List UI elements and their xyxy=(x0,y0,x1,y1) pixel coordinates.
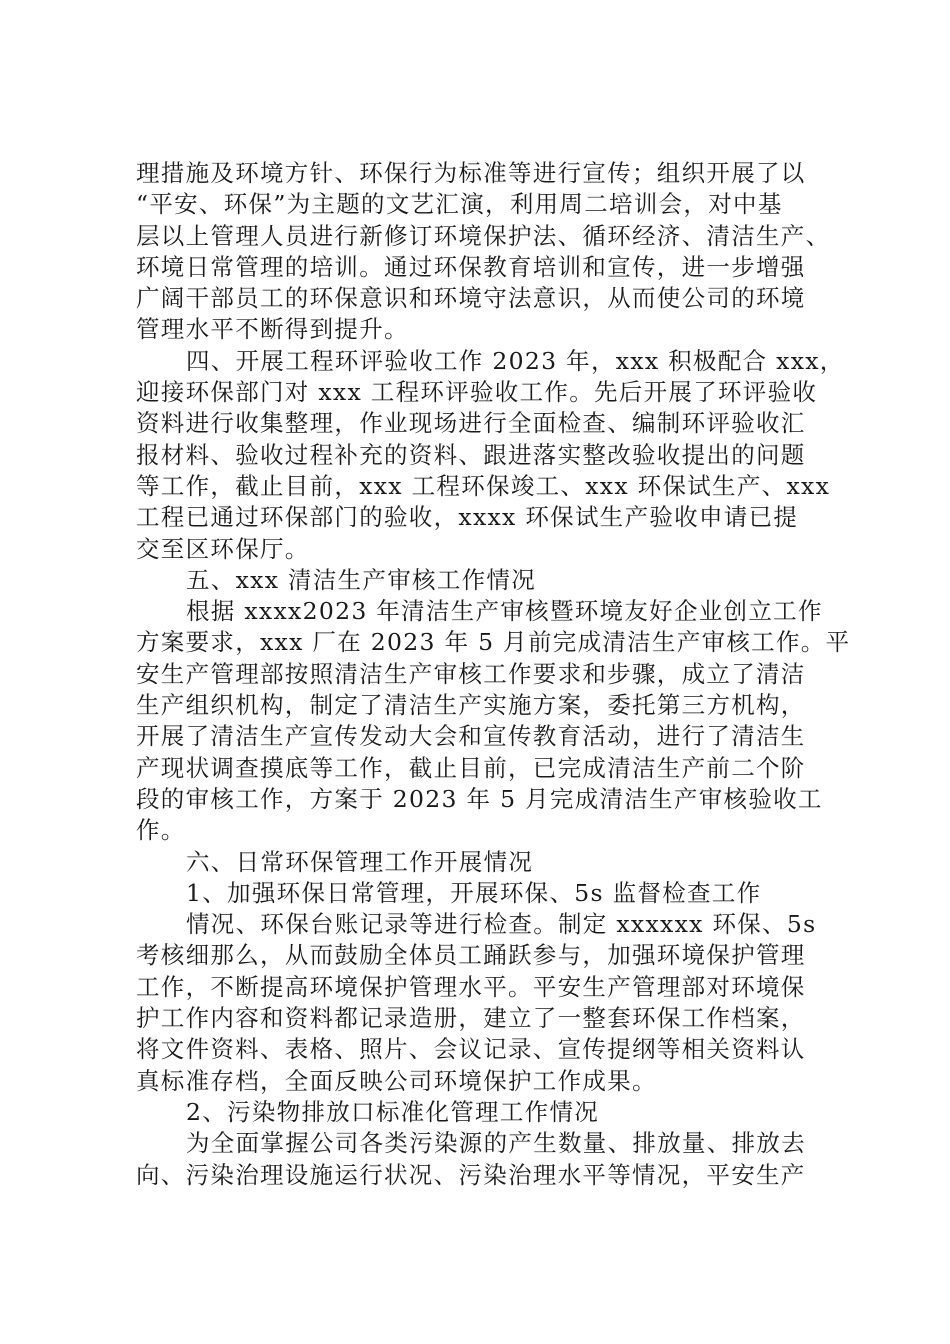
text-line: 2、污染物排放口标准化管理工作情况 xyxy=(186,1097,600,1126)
text-line: 产现状调查摸底等工作，截止目前，已完成清洁生产前二个阶 xyxy=(136,753,806,782)
text-line: 将文件资料、表格、照片、会议记录、宣传提纲等相关资料认 xyxy=(136,1035,806,1064)
text-line: 考核细那么，从而鼓励全体员工踊跃参与，加强环境保护管理 xyxy=(136,941,806,970)
text-line: 广阔干部员工的环保意识和环境守法意识，从而使公司的环境 xyxy=(136,284,806,313)
text-line: 为全面掌握公司各类污染源的产生数量、排放量、排放去 xyxy=(186,1129,806,1158)
text-line: 向、污染治理设施运行状况、污染治理水平等情况，平安生产 xyxy=(136,1160,806,1189)
text-line: 管理水平不断得到提升。 xyxy=(136,315,409,344)
text-line: 情况、环保台账记录等进行检查。制定 xxxxxx 环保、5s xyxy=(186,910,817,939)
text-line: 方案要求，xxx 厂在 2023 年 5 月前完成清洁生产审核工作。平 xyxy=(136,628,851,657)
text-line: “平安、环保”为主题的文艺汇演，利用周二培训会，对中基 xyxy=(136,190,783,219)
text-line: 工程已通过环保部门的验收，xxxx 环保试生产验收申请已提 xyxy=(136,503,799,532)
text-line: 安生产管理部按照清洁生产审核工作要求和步骤，成立了清洁 xyxy=(136,659,806,688)
text-line: 交至区环保厅。 xyxy=(136,534,310,563)
text-line: 等工作，截止目前，xxx 工程环保竣工、xxx 环保试生产、xxx xyxy=(136,471,831,500)
document-body xyxy=(136,158,851,1191)
text-line: 迎接环保部门对 xxx 工程环评验收工作。先后开展了环评验收 xyxy=(136,378,818,407)
text-line: 工作，不断提高环境保护管理水平。平安生产管理部对环境保 xyxy=(136,972,806,1001)
text-line: 四、开展工程环评验收工作 2023 年，xxx 积极配合 xxx， xyxy=(186,346,845,375)
text-line: 段的审核工作，方案于 2023 年 5 月完成清洁生产审核验收工 xyxy=(136,784,823,813)
text-line: 护工作内容和资料都记录造册，建立了一整套环保工作档案， xyxy=(136,1004,806,1033)
text-line: 五、xxx 清洁生产审核工作情况 xyxy=(186,565,537,594)
text-line: 层以上管理人员进行新修订环境保护法、循环经济、清洁生产、 xyxy=(136,221,831,250)
text-line: 真标准存档，全面反映公司环境保护工作成果。 xyxy=(136,1066,657,1095)
text-line: 理措施及环境方针、环保行为标准等进行宣传；组织开展了以 xyxy=(136,159,806,187)
text-line: 报材料、验收过程补充的资料、跟进落实整改验收提出的问题 xyxy=(136,440,806,469)
text-line: 根据 xxxx2023 年清洁生产审核暨环境友好企业创立工作 xyxy=(186,597,823,626)
text-line: 生产组织机构，制定了清洁生产实施方案，委托第三方机构， xyxy=(136,691,806,720)
text-line: 1、加强环保日常管理，开展环保、5s 监督检查工作 xyxy=(186,878,762,907)
text-line: 开展了清洁生产宣传发动大会和宣传教育活动，进行了清洁生 xyxy=(136,722,806,751)
text-line: 环境日常管理的培训。通过环保教育培训和宣传，进一步增强 xyxy=(136,252,806,281)
text-line: 资料进行收集整理，作业现场进行全面检查、编制环评验收汇 xyxy=(136,409,806,438)
text-line: 作。 xyxy=(136,816,186,845)
text-line: 六、日常环保管理工作开展情况 xyxy=(186,847,534,876)
